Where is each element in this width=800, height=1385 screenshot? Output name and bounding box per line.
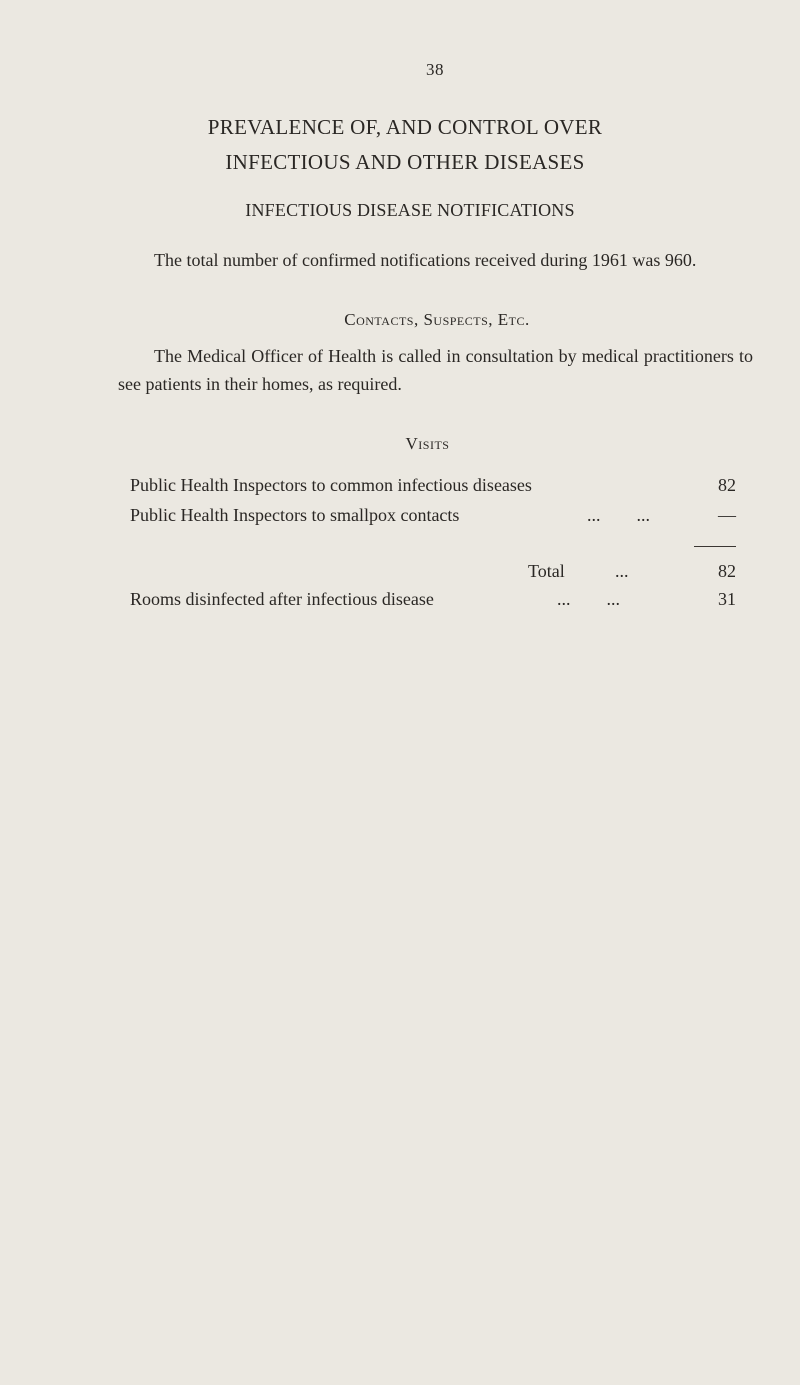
row-label: Rooms disinfected after infectious disease bbox=[130, 589, 434, 609]
row-label: Total bbox=[528, 561, 565, 581]
table-row bbox=[130, 472, 736, 498]
table-row-total bbox=[130, 558, 736, 584]
table-row bbox=[130, 586, 736, 612]
row-value: 31 bbox=[718, 589, 736, 609]
title-line-2: INFECTIOUS AND OTHER DISEASES bbox=[225, 150, 585, 174]
row-value: — bbox=[718, 505, 736, 525]
row-label: Public Health Inspectors to smallpox contacts bbox=[130, 505, 460, 525]
total-rule bbox=[694, 546, 736, 547]
row-value: 82 bbox=[718, 561, 736, 581]
title-line-1: PREVALENCE OF, AND CONTROL OVER bbox=[207, 115, 603, 139]
row-leader-dots: ... ... bbox=[557, 589, 620, 609]
row-leader-dots: ... bbox=[615, 561, 629, 581]
consultation-paragraph: The Medical Officer of Health is called in consultation by medical practitioners to see patients in their homes, as required. bbox=[118, 346, 753, 394]
page-number: 38 bbox=[426, 60, 444, 79]
page-title bbox=[0, 110, 800, 180]
contacts-heading: Contacts, Suspects, Etc. bbox=[344, 310, 530, 329]
row-label: Public Health Inspectors to common infectious diseases bbox=[130, 475, 532, 495]
visits-heading: Visits bbox=[405, 434, 450, 453]
table-row bbox=[130, 502, 736, 528]
row-value: 82 bbox=[718, 475, 736, 495]
row-leader-dots: ... ... bbox=[587, 505, 650, 525]
section-heading: INFECTIOUS DISEASE NOTIFICATIONS bbox=[245, 200, 575, 220]
notifications-paragraph: The total number of confirmed notifications received during 1961 was 960. bbox=[154, 250, 697, 270]
